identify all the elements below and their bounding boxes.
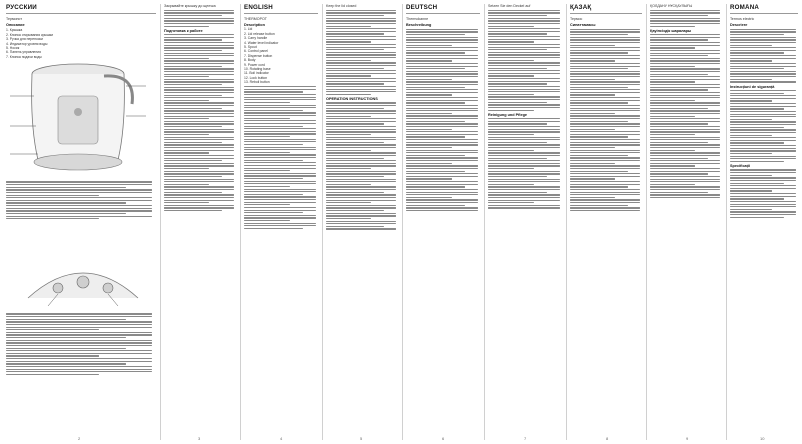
list-item: 10. Rotating base [244,67,271,72]
product-name: Thermokanne [406,17,429,21]
page-number: 5 [360,436,363,441]
section-title: Descriere [730,23,748,28]
parts-list [6,28,66,59]
section-title: Beschreibung [406,23,432,28]
page-number: 10 [760,436,765,441]
list-item: 5. Spout [244,45,257,50]
parts-list [244,27,318,84]
list-item: 13. Reboil button [244,80,270,85]
section-title: Подготовка к работе [164,28,203,33]
section-subtitle: Setzen Sie den Deckel auf [488,4,531,8]
section-subtitle: Keep the lid closed [326,4,357,8]
column-kazakh-1 [570,4,642,440]
list-item: 11. Boil indicator [244,71,269,76]
section-title: Қауіпсіздік шаралары [650,28,692,33]
column-english-2 [326,4,398,440]
lang-heading: DEUTSCH [406,4,480,14]
section-subtitle: Закрывайте крышку до щелчка [164,4,216,8]
list-item: 6. Панель управления [6,50,41,55]
thermopot-illustration [8,56,150,174]
list-item: 2. Lid release button [244,31,275,36]
page-number: 6 [442,436,445,441]
page-number: 3 [198,436,201,441]
page-number: 8 [606,436,609,441]
section-title: Description [244,23,265,28]
column-deutsch-1 [406,4,480,440]
section-title: OPERATION INSTRUCTIONS [326,97,378,102]
page-number: 9 [686,436,689,441]
lang-heading: ROMÂNĂ [730,4,798,14]
section-title: Reinigung und Pflege [488,112,528,117]
list-item: 1. Крышка [6,28,23,33]
column-russian-2 [164,4,236,440]
lang-heading: ҚАЗАҚ [570,4,642,14]
list-item: 2. Кнопка открывания крышки [6,32,53,37]
section-title: Описание [6,23,25,28]
list-item: 4. Индикатор уровня воды [6,41,48,46]
column-romana [730,4,798,440]
list-item: 1. Lid [244,27,253,32]
list-item: 12. Lock button [244,75,268,80]
lang-heading: РУССКИЙ [6,4,156,14]
column-kazakh-2 [650,4,722,440]
list-item: 9. Power cord [244,62,265,67]
page-number: 2 [78,436,81,441]
list-item: 7. Dispense button [244,53,273,58]
product-name: THERMOPOT [244,17,267,21]
product-name: Termos electric [730,17,755,21]
section-subtitle: ҚОЛДАНУ НҰСҚАУЛЫҒЫ [650,4,693,8]
list-item: 7. Кнопка подачи воды [6,54,42,59]
page-number: 7 [524,436,527,441]
control-panel-illustration [18,258,148,308]
section-title: Instrucțiuni de siguranță [730,84,775,89]
column-russian-1-text [6,180,156,250]
product-name: Термопот [6,17,22,21]
column-russian-1-text-2 [6,312,156,432]
section-title: Сипаттамасы [570,23,596,28]
product-name: Термос [570,17,583,21]
page-number: 4 [280,436,283,441]
lang-heading: ENGLISH [244,4,318,14]
column-deutsch-2 [488,4,562,440]
column-english-1 [244,4,318,440]
list-item: 4. Water level indicator [244,40,279,45]
list-item: 3. Carry handle [244,36,268,41]
list-item: 3. Ручка для переноски [6,37,43,42]
list-item: 5. Носик [6,46,20,51]
section-title: Specificații [730,164,751,169]
list-item: 8. Body [244,58,256,63]
list-item: 6. Control panel [244,49,268,54]
